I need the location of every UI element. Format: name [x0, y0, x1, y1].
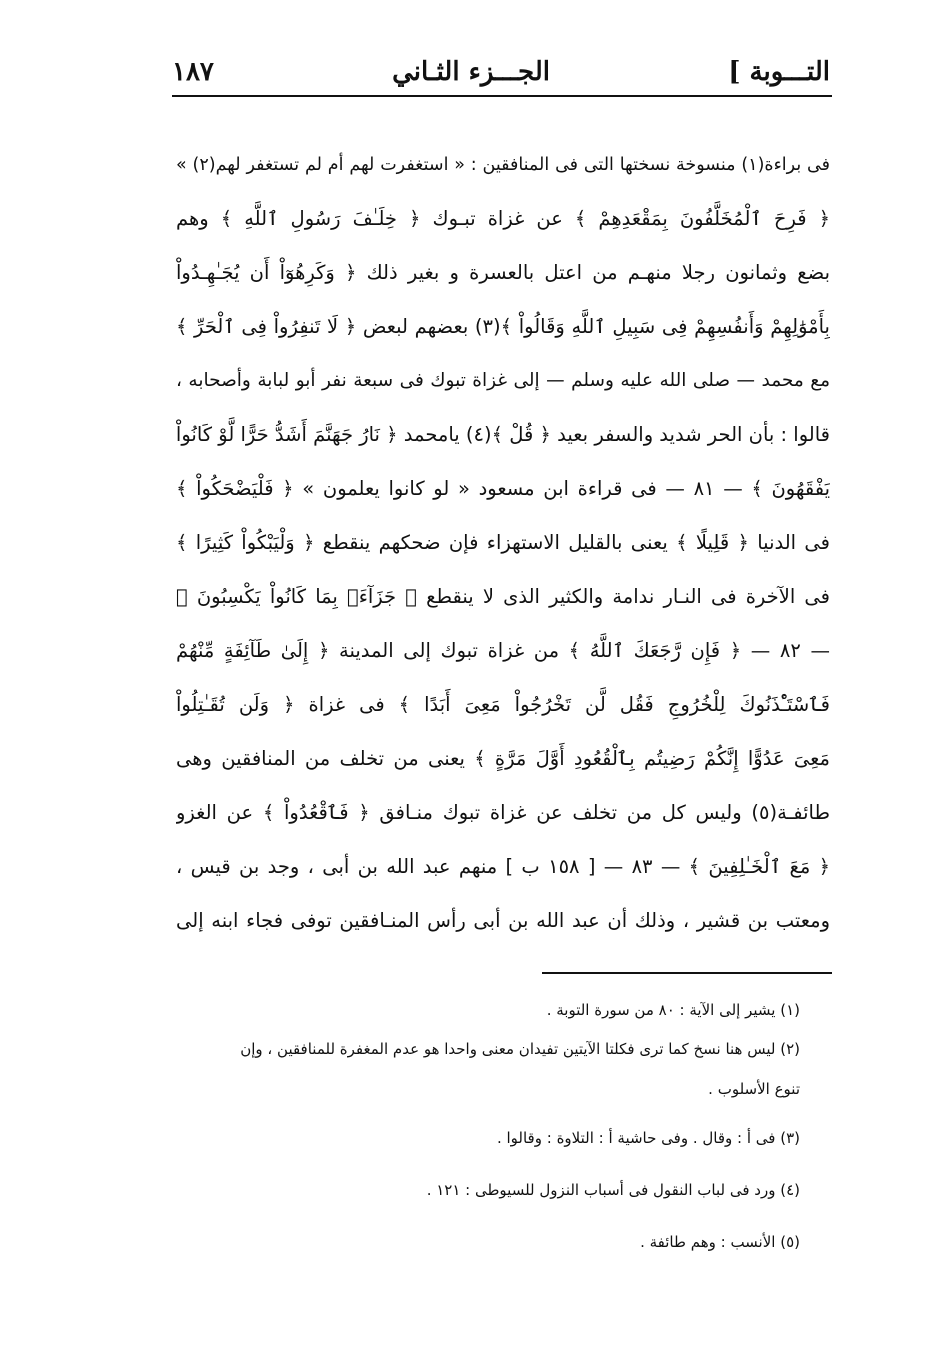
text-line: فى الدنيا ﴿ قَلِيلًا ﴾ يعنى بالقليل الاستهزاء فإن ضحكهم ينقطع ﴿ وَلْيَبْكُواْ كَثِيرًا ﴾	[176, 531, 830, 554]
text-line: فى براءة(١) منسوخة نسختها التى فى المنافقين : « استغفرت لهم أم لم تستغفر لهم(٢) »	[176, 155, 830, 175]
text-line: ﴿ فَرِحَ ٱلْمُخَلَّفُونَ بِمَقْعَدِهِمْ ﴾ عن غزاة تبـوك ﴿ خِلَـٰفَ رَسُولِ ٱللَّهِ ﴾ وهم	[176, 207, 830, 230]
footnote: (٤) ورد فى لباب النقول فى أسباب النزول للسيوطى : ١٢١ .	[426, 1181, 800, 1199]
text-line: طائفـة(٥) وليس كل من تخلف عن غزاة تبوك منـافق ﴿ فَٱقْعُدُواْ ﴾ عن الغزو	[176, 801, 830, 824]
page-number: ١٨٧	[172, 57, 214, 87]
text-line: ﴿ مَعَ ٱلْخَـٰلِفِينَ ﴾ — ٨٣ — [ ١٥٨ ب ] منهم عبد الله بن أبى ، وجد بن قيس ،	[176, 855, 830, 878]
page-header	[172, 52, 830, 92]
text-line: فَٱسْتَـْٔذَنُوكَ لِلْخُرُوجِ فَقُل لَّن تَخْرُجُواْ مَعِىَ أَبَدًا ﴾ فى غزاة ﴿ وَلَن تُقَـٰتِلُواْ	[176, 693, 830, 716]
text-line: مع محمد — صلى الله عليه وسلم — إلى غزاة تبوك فى سبعة نفر أبو لبابة وأصحابه ،	[176, 370, 830, 391]
text-line: — ٨٢ — ﴿ فَإِن رَّجَعَكَ ٱللَّهُ ﴾ من غزاة تبوك إلى المدينة ﴿ إِلَىٰ طَآئِفَةٍ مِّنْهُمْ	[176, 639, 830, 662]
text-line: بضع وثمانون رجلا منهـم من اعتل بالعسرة و بغير ذلك ﴿ وَكَرِهُوٓاْ أَن يُجَـٰهِـدُواْ	[176, 261, 830, 284]
footnote: (٥) الأنسب : وهم طائفة .	[640, 1233, 800, 1251]
main-text	[176, 138, 830, 948]
header-divider	[172, 95, 832, 97]
footnote: (١) يشير إلى الآية : ٨٠ من سورة التوبة .	[546, 1001, 800, 1019]
text-line: فى الآخرة فى النـار ندامة والكثير الذى لا ينقطع ﴿ جَزَآءَۢ بِمَا كَانُواْ يَكْسِبُونَ ﴾	[176, 585, 830, 608]
part-title: الجـــزء الثـاني	[392, 57, 550, 87]
footnote-divider	[542, 972, 832, 974]
footnotes	[176, 988, 800, 1268]
text-line: مَعِىَ عَدُوًّا إِنَّكُمْ رَضِيتُم بِٱلْقُعُودِ أَوَّلَ مَرَّةٍ ﴾ يعنى من تخلف من المنافقين وهى	[176, 747, 830, 770]
text-line: قالوا : بأن الحر شديد والسفر بعيد ﴿ قُلْ ﴾(٤) يامحمد ﴿ نَارُ جَهَنَّمَ أَشَدُّ حَرًّا لَّوْ كَانُواْ	[176, 423, 830, 446]
text-line: ومعتب بن قشير ، وذلك أن عبد الله بن أبى رأس المنـافقين توفى فجاء ابنه إلى	[176, 909, 830, 932]
text-line: بِأَمْوَٰلِهِمْ وَأَنفُسِهِمْ فِى سَبِيلِ ٱللَّهِ وَقَالُواْ ﴾(٣) بعضهم لبعض ﴿ لَا تَنفِرُواْ فِى ٱلْحَرِّ ﴾	[176, 315, 830, 338]
surah-title: التـــوبة ]	[728, 57, 830, 87]
footnote-continuation: تنوع الأسلوب .	[708, 1080, 800, 1098]
footnote: (٣) فى أ : وقال . وفى حاشية أ : التلاوة : وقالوا .	[496, 1129, 800, 1147]
footnote: (٢) ليس هنا نسخ كما ترى فكلتا الآيتين تفيدان معنى واحدا هو عدم المغفرة للمنافقين ، وإن	[240, 1040, 800, 1058]
text-line: يَفْقَهُونَ ﴾ — ٨١ — فى قراءة ابن مسعود « لو كانوا يعلمون » ﴿ فَلْيَضْحَكُواْ ﴾	[176, 477, 830, 500]
